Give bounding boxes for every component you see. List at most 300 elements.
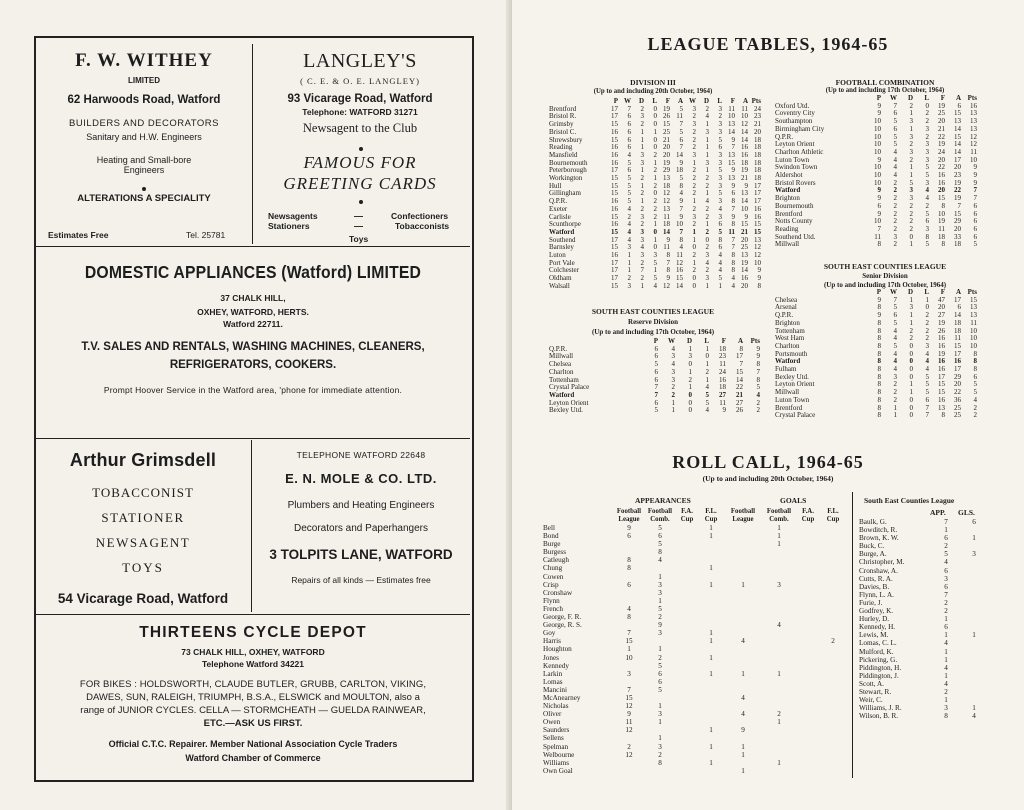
stat-cell: 4 (944, 679, 948, 688)
stat-cell: 21 (736, 390, 743, 399)
stat-cell: 2 (756, 398, 760, 407)
player-name: Oliver (543, 710, 562, 719)
stat-cell: 9 (666, 274, 670, 283)
stat-cell (644, 564, 676, 572)
team-name: Luton Town (775, 395, 810, 404)
stat-cell: 13 (741, 189, 748, 198)
stat-cell: 10 (938, 209, 945, 218)
stat-cell: 3 (718, 174, 722, 183)
player-name: Baulk, G. (859, 518, 887, 526)
stat-cell: 20 (663, 150, 670, 159)
stat-cell: 4 (640, 243, 644, 252)
stat-cell: 16 (611, 127, 618, 136)
div3-title: DIVISION III (630, 78, 676, 87)
stat-cell: 3 (925, 124, 929, 133)
stat-cell: 1 (777, 532, 781, 541)
roll-secl-app: APP. (930, 508, 946, 517)
player-name: Piddington, J. (859, 671, 899, 680)
stat-cell: 1 (692, 227, 696, 236)
stat-cell (796, 589, 820, 597)
stat-cell (820, 743, 846, 751)
stat-cell: 5 (973, 240, 977, 249)
player-name: French (543, 604, 563, 613)
stat-cell: 5 (925, 163, 929, 172)
stat-cell: 7 (731, 235, 735, 244)
stat-cell: 1 (909, 380, 913, 389)
stat-cell (724, 597, 762, 605)
header-cell: A (737, 337, 743, 345)
domestic-addr1: 37 CHALK HILL, (220, 293, 286, 303)
stat-cell: 9 (731, 212, 735, 221)
table-row (542, 686, 846, 694)
stat-cell (676, 686, 698, 694)
stat-cell: 4 (756, 390, 760, 399)
team-name: Chelsea (775, 295, 798, 304)
stat-cell: 9 (973, 171, 977, 180)
header-cell: P (613, 97, 618, 105)
stat-cell: 1 (972, 631, 976, 640)
stat-cell: 8 (877, 318, 881, 327)
mole-phone: TELEPHONE WATFORD 22648 (296, 450, 426, 460)
stat-cell: 5 (705, 398, 709, 407)
stat-cell: 1 (705, 189, 709, 198)
stat-cell: 1 (658, 718, 662, 727)
stat-cell: 20 (938, 155, 945, 164)
stat-cell: 8 (731, 251, 735, 260)
stat-cell: 26 (736, 406, 743, 415)
stat-cell (796, 645, 820, 653)
stat-cell (762, 564, 796, 572)
stat-cell: 3 (718, 120, 722, 129)
stat-cell: 24 (719, 367, 726, 376)
stat-cell: 17 (611, 112, 618, 121)
stat-cell: 5 (718, 189, 722, 198)
stat-cell (724, 621, 762, 629)
stat-cell: 3 (692, 150, 696, 159)
stat-cell: 16 (719, 375, 726, 384)
stat-cell: 5 (893, 341, 897, 350)
team-name: Bexley Utd. (549, 406, 583, 415)
stat-cell (960, 567, 988, 575)
stat-cell: 17 (611, 258, 618, 267)
stat-cell: 2 (718, 112, 722, 121)
team-name: Watford (775, 357, 801, 366)
header-cell: Football Comb. (766, 508, 792, 523)
stat-cell: 8 (757, 281, 761, 290)
stat-cell: 0 (688, 360, 692, 369)
stat-cell (960, 583, 988, 591)
stat-cell: 5 (718, 227, 722, 236)
stat-cell: 14 (954, 140, 961, 149)
table-row (542, 751, 846, 759)
stat-cell (820, 686, 846, 694)
table-row (542, 548, 846, 556)
stat-cell (724, 686, 762, 694)
stat-cell: 15 (611, 135, 618, 144)
stat-cell: 2 (909, 140, 913, 149)
stat-cell: 15 (954, 132, 961, 141)
stat-cell (676, 621, 698, 629)
table-row (858, 664, 988, 672)
team-name: Southend Utd. (775, 232, 816, 241)
stat-cell: 6 (944, 566, 948, 575)
stat-cell: 2 (692, 143, 696, 152)
stat-cell: 1 (944, 647, 948, 656)
stat-cell: 18 (754, 158, 761, 167)
stat-cell: 3 (972, 550, 976, 559)
langley-ad (254, 44, 466, 194)
table-row (774, 397, 978, 405)
withey-line2: Sanitary and H.W. Engineers (86, 132, 202, 142)
stat-cell: 11 (970, 318, 977, 327)
header-cell: P (876, 94, 881, 102)
stat-cell: 9 (756, 352, 760, 361)
stat-cell (960, 615, 988, 623)
stat-cell: 10 (874, 132, 881, 141)
team-name: Southampton (775, 117, 813, 126)
stat-cell: 6 (877, 201, 881, 210)
bullet-dot (359, 200, 363, 204)
stat-cell: 10 (874, 217, 881, 226)
stat-cell (796, 524, 820, 532)
stat-cell: 3 (718, 212, 722, 221)
stat-cell (820, 605, 846, 613)
stat-cell: 1 (627, 645, 631, 654)
player-name: Davies, B. (859, 582, 890, 591)
stat-cell: 5 (893, 140, 897, 149)
team-name: Q.P.R. (775, 132, 794, 141)
stat-cell (820, 532, 846, 540)
stat-cell: 19 (938, 140, 945, 149)
roll-divider (852, 492, 853, 778)
stat-cell: 2 (692, 174, 696, 183)
stat-cell: 5 (944, 550, 948, 559)
table-row (858, 688, 988, 696)
stat-cell: 7 (731, 143, 735, 152)
stat-cell: 8 (941, 411, 945, 420)
stat-cell: 4 (653, 281, 657, 290)
stat-cell: 2 (925, 318, 929, 327)
stat-cell: 1 (705, 281, 709, 290)
stat-cell: 13 (970, 124, 977, 133)
stat-cell: 16 (611, 150, 618, 159)
stat-cell (724, 556, 762, 564)
team-name: Brighton (775, 318, 800, 327)
stat-cell: 15 (938, 380, 945, 389)
stat-cell: 13 (938, 403, 945, 412)
stat-cell: 8 (658, 758, 662, 767)
stat-cell: 2 (893, 224, 897, 233)
table-row (542, 589, 846, 597)
stat-cell (644, 637, 676, 645)
stat-cell (676, 645, 698, 653)
stat-cell (698, 702, 724, 710)
stat-cell: 2 (893, 395, 897, 404)
stat-cell: 4 (705, 112, 709, 121)
stat-cell: 9 (877, 155, 881, 164)
stat-cell (796, 556, 820, 564)
stat-cell: 1 (627, 258, 631, 267)
table-row (542, 759, 846, 767)
table-row (858, 696, 988, 704)
stat-cell: 1 (909, 388, 913, 397)
stat-cell: 16 (938, 365, 945, 374)
stat-cell: 3 (944, 574, 948, 583)
stat-cell: 5 (925, 209, 929, 218)
stat-cell: 8 (941, 201, 945, 210)
stat-cell: 1 (709, 758, 713, 767)
stat-cell: 19 (663, 158, 670, 167)
stat-cell: 1 (944, 615, 948, 624)
team-name: Workington (549, 174, 583, 183)
stat-cell: 19 (663, 104, 670, 113)
stat-cell: 22 (736, 383, 743, 392)
stat-cell: 6 (731, 189, 735, 198)
table-row (774, 180, 978, 188)
header-cell: Pts (750, 337, 760, 345)
stat-cell: 7 (973, 194, 977, 203)
stat-cell: 3 (909, 194, 913, 203)
stat-cell: 1 (909, 318, 913, 327)
grimsdell-l4: TOYS (122, 560, 164, 575)
domestic-addr3: Watford 22711. (223, 319, 283, 329)
stat-cell (796, 751, 820, 759)
stat-cell (676, 751, 698, 759)
stat-cell: 8 (877, 240, 881, 249)
stat-cell: 12 (663, 281, 670, 290)
stat-cell: 6 (654, 375, 658, 384)
langley-sub: ( C. E. & O. E. LANGLEY) (300, 76, 420, 86)
stat-cell: 1 (640, 166, 644, 175)
stat-cell: 11 (676, 251, 683, 260)
stat-cell (676, 597, 698, 605)
cycle-bikes3: range of JUNIOR CYCLES. CELLA — STORMCHEATH — GUELDA RAINWEAR, (80, 705, 426, 716)
stat-cell: 18 (754, 150, 761, 159)
stat-cell: 11 (741, 104, 748, 113)
stat-cell (724, 532, 762, 540)
header-cell: D (907, 94, 913, 102)
stat-cell (676, 734, 698, 742)
stat-cell: 8 (877, 326, 881, 335)
table-row (858, 567, 988, 575)
stat-cell: 1 (705, 166, 709, 175)
stat-cell: 5 (718, 274, 722, 283)
stat-cell: 6 (893, 109, 897, 118)
table-row (858, 526, 988, 534)
secl-senior-sub1: Senior Division (862, 272, 908, 280)
stat-cell: 19 (741, 166, 748, 175)
stat-cell: 11 (874, 232, 881, 241)
stat-cell (676, 726, 698, 734)
stat-cell: 17 (954, 349, 961, 358)
stat-cell: 5 (893, 318, 897, 327)
stat-cell: 0 (653, 112, 657, 121)
stat-cell: 15 (625, 693, 633, 702)
stat-cell: 3 (909, 147, 913, 156)
stat-cell: 0 (909, 395, 913, 404)
stat-cell: 3 (718, 181, 722, 190)
stat-cell (698, 734, 724, 742)
team-name: Luton Town (775, 155, 810, 164)
stat-cell: 11 (663, 212, 670, 221)
stat-cell: 9 (627, 524, 631, 532)
stat-cell: 5 (973, 380, 977, 389)
stat-cell (762, 548, 796, 556)
stat-cell: 15 (741, 220, 748, 229)
stat-cell: 23 (719, 352, 726, 361)
stat-cell (676, 564, 698, 572)
stat-cell: 4 (893, 365, 897, 374)
stat-cell: 13 (754, 235, 761, 244)
stat-cell: 1 (692, 258, 696, 267)
stat-cell: 5 (658, 685, 662, 694)
stat-cell: 20 (954, 163, 961, 172)
header-cell: A (742, 97, 748, 105)
bullet-dot (142, 187, 146, 191)
stat-cell (820, 662, 846, 670)
stat-cell: 15 (611, 189, 618, 198)
stat-cell (820, 629, 846, 637)
stat-cell: 19 (938, 217, 945, 226)
stat-cell: 1 (777, 718, 781, 727)
stat-cell: 0 (925, 303, 929, 312)
table-row (542, 581, 846, 589)
stat-cell: 9 (756, 344, 760, 353)
stat-cell (614, 759, 644, 767)
stat-cell (614, 662, 644, 670)
stat-cell: 14 (954, 147, 961, 156)
stat-cell: 8 (925, 232, 929, 241)
stat-cell: 4 (718, 251, 722, 260)
stat-cell: 2 (909, 334, 913, 343)
stat-cell: 0 (909, 411, 913, 420)
table-row (858, 639, 988, 647)
stat-cell: 1 (627, 251, 631, 260)
table-row (774, 412, 978, 420)
player-name: Piddington, H. (859, 663, 902, 672)
stat-cell: 13 (663, 204, 670, 213)
player-name: Chung (543, 564, 563, 573)
secl-senior-title: SOUTH EAST COUNTIES LEAGUE (823, 262, 947, 271)
stat-cell (796, 548, 820, 556)
team-name: Hull (549, 181, 562, 190)
stat-cell: 2 (658, 653, 662, 662)
table-row (542, 613, 846, 621)
team-name: Q.P.R. (775, 311, 794, 320)
stat-cell: 8 (877, 411, 881, 420)
domestic-addr2: OXHEY, WATFORD, HERTS. (197, 307, 309, 317)
stat-cell: 6 (627, 112, 631, 121)
stat-cell: 13 (970, 311, 977, 320)
table-row (548, 283, 762, 291)
table-row (858, 712, 988, 720)
stat-cell: 10 (754, 258, 761, 267)
stat-cell: 5 (658, 604, 662, 613)
stat-cell (820, 589, 846, 597)
team-name: Crystal Palace (775, 411, 816, 420)
stat-cell: 11 (625, 718, 633, 727)
stat-cell: 8 (731, 258, 735, 267)
stat-cell: 3 (640, 150, 644, 159)
stat-cell (724, 718, 762, 726)
stat-cell (796, 718, 820, 726)
stat-cell: 2 (909, 201, 913, 210)
stat-cell: 1 (705, 143, 709, 152)
stat-cell (820, 702, 846, 710)
table-row (858, 704, 988, 712)
stat-cell: 16 (938, 334, 945, 343)
stat-cell (724, 540, 762, 548)
stat-cell: 3 (640, 227, 644, 236)
stat-cell (698, 597, 724, 605)
stat-cell: 29 (663, 166, 670, 175)
player-name: Furie, J. (859, 598, 883, 607)
stat-cell: 3 (692, 104, 696, 113)
mole-ad (253, 450, 469, 585)
stat-cell: 33 (954, 232, 961, 241)
stat-cell: 15 (970, 295, 977, 304)
langley-col1a: Newsagents (268, 211, 318, 221)
table-row (542, 734, 846, 742)
stat-cell: 3 (705, 158, 709, 167)
stat-cell: 2 (705, 367, 709, 376)
stat-cell: 6 (718, 220, 722, 229)
player-name: Goy (543, 629, 556, 638)
stat-cell: 15 (736, 367, 743, 376)
stat-cell: 20 (741, 235, 748, 244)
stat-cell: 27 (736, 398, 743, 407)
stat-cell: 17 (954, 155, 961, 164)
stat-cell (762, 654, 796, 662)
stat-cell: 0 (909, 349, 913, 358)
stat-cell: 7 (627, 104, 631, 113)
team-name: Reading (549, 143, 573, 152)
stat-cell: 3 (658, 742, 662, 751)
stat-cell: 8 (666, 266, 670, 275)
stat-cell: 1 (653, 174, 657, 183)
secl-reserve-table (548, 338, 761, 415)
stat-cell: 2 (692, 135, 696, 144)
stat-cell: 20 (741, 281, 748, 290)
stat-cell: 0 (692, 281, 696, 290)
stat-cell: 19 (954, 178, 961, 187)
stat-cell: 10 (970, 341, 977, 350)
table-row (774, 312, 978, 320)
secl-reserve-sub2: (Up to and including 17th October, 1964) (591, 328, 715, 336)
stat-cell: 36 (954, 395, 961, 404)
stat-cell (676, 710, 698, 718)
stat-cell: 1 (741, 669, 745, 678)
stat-cell: 1 (640, 143, 644, 152)
stat-cell: 11 (728, 104, 735, 113)
stat-cell: 2 (705, 243, 709, 252)
stat-cell: 15 (754, 227, 761, 236)
table-row (774, 304, 978, 312)
stat-cell (796, 734, 820, 742)
stat-cell: 8 (679, 181, 683, 190)
stat-cell: 5 (925, 388, 929, 397)
stat-cell: 1 (653, 127, 657, 136)
player-name: Lomas (543, 677, 563, 686)
stat-cell: 6 (679, 135, 683, 144)
stat-cell: 8 (973, 357, 977, 366)
stat-cell: 10 (741, 204, 748, 213)
team-name: Bexley Utd. (775, 372, 809, 381)
stat-cell: 4 (925, 357, 929, 366)
stat-cell: 9 (731, 181, 735, 190)
player-name: Cowen (543, 572, 564, 581)
stat-cell: 7 (679, 204, 683, 213)
